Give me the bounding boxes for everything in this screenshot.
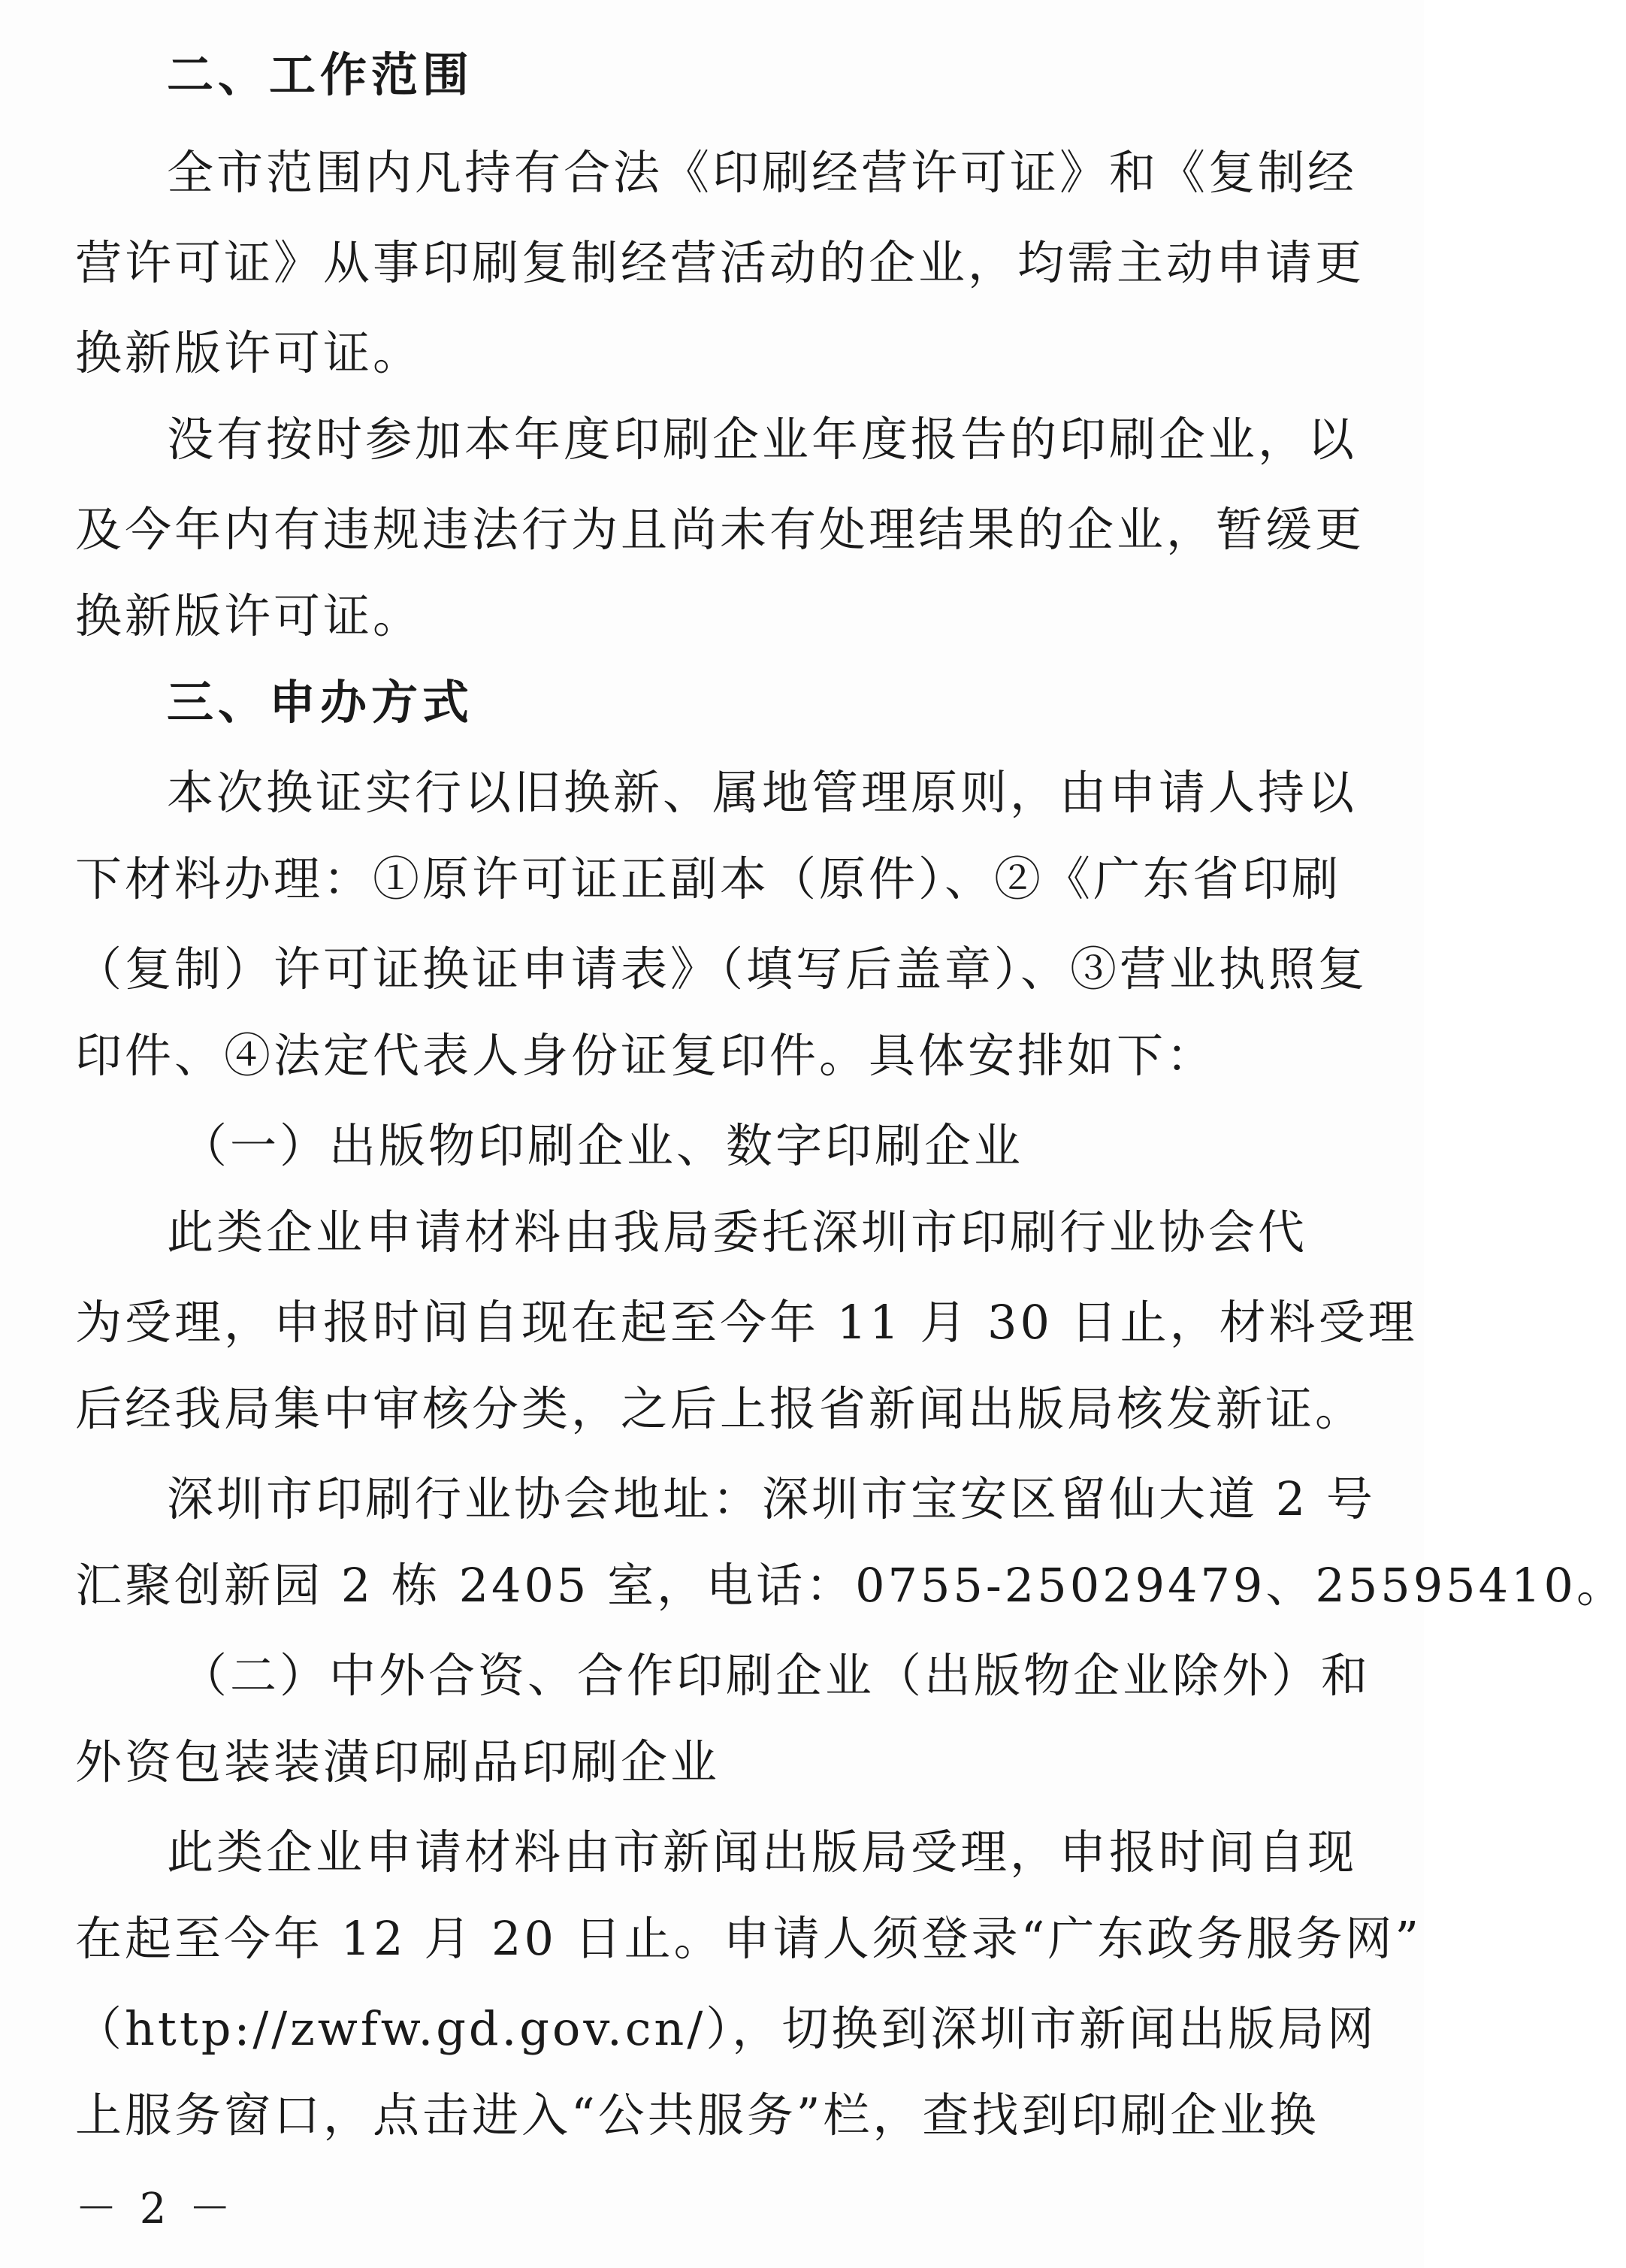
paragraph-line: 下材料办理：①原许可证正副本（原件）、②《广东省印刷: [75, 851, 1342, 906]
paragraph-line-address: 深圳市印刷行业协会地址：深圳市宝安区留仙大道 2 号: [167, 1471, 1376, 1526]
paragraph-line-phone: 汇聚创新园 2 栋 2405 室，电话：0755-25029479、25595410。: [75, 1558, 1626, 1613]
paragraph-line: （复制）许可证换证申请表》（填写后盖章）、③营业执照复: [75, 942, 1368, 996]
paragraph-line: 营许可证》从事印刷复制经营活动的企业，均需主动申请更: [75, 235, 1365, 290]
subsection-heading-publication-printing: （一）出版物印刷企业、数字印刷企业: [180, 1118, 1024, 1173]
paragraph-line: 在起至今年 12 月 20 日止。申请人须登录“广东政务服务网”: [75, 1911, 1422, 1966]
paragraph-line: 换新版许可证。: [75, 588, 423, 643]
subsection-heading-continued: 外资包装装潢印刷品印刷企业: [75, 1734, 721, 1789]
paragraph-line: 及今年内有违规违法行为且尚未有处理结果的企业，暂缓更: [75, 502, 1365, 557]
paragraph-line-url: （http://zwfw.gd.gov.cn/），切换到深圳市新闻出版局网: [75, 2001, 1377, 2056]
section-heading-work-scope: 二、工作范围: [167, 47, 474, 102]
paragraph-line: 上服务窗口，点击进入“公共服务”栏，查找到印刷企业换: [75, 2088, 1319, 2143]
paragraph-line: 本次换证实行以旧换新、属地管理原则，由申请人持以: [167, 765, 1358, 820]
paragraph-line: 印件、④法定代表人身份证复印件。具体安排如下：: [75, 1028, 1216, 1083]
paragraph-line: 此类企业申请材料由我局委托深圳市印刷行业协会代: [167, 1205, 1308, 1259]
page-number: － 2 －: [75, 2185, 236, 2233]
section-heading-application-method: 三、申办方式: [167, 675, 474, 730]
paragraph-line: 全市范围内凡持有合法《印刷经营许可证》和《复制经: [167, 145, 1358, 200]
paragraph-line: 为受理，申报时间自现在起至今年 11 月 30 日止，材料受理: [75, 1295, 1418, 1350]
subsection-heading-joint-venture-printing: （二）中外合资、合作印刷企业（出版物企业除外）和: [180, 1648, 1371, 1703]
paragraph-line: 没有按时参加本年度印刷企业年度报告的印刷企业，以: [167, 412, 1358, 467]
paragraph-line: 后经我局集中审核分类，之后上报省新闻出版局核发新证。: [75, 1381, 1365, 1436]
paragraph-line: 换新版许可证。: [75, 325, 423, 380]
paragraph-line: 此类企业申请材料由市新闻出版局受理，申报时间自现: [167, 1825, 1358, 1879]
